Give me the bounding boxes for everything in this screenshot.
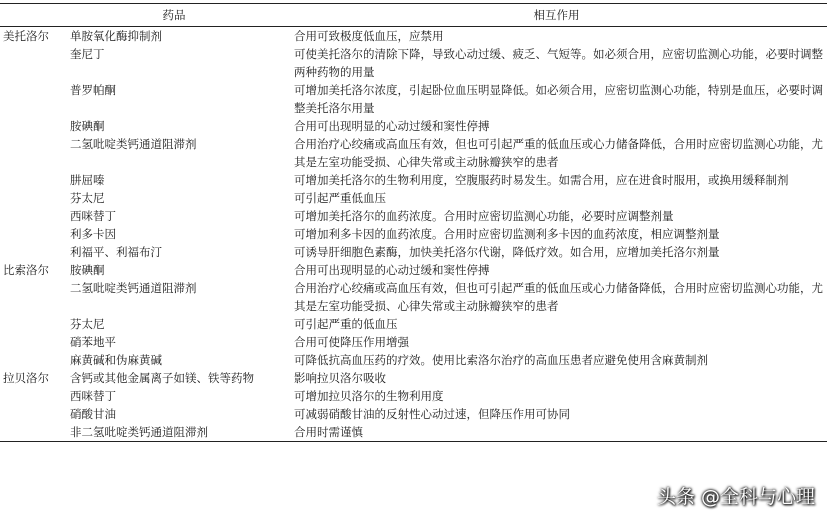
table-header xyxy=(0,4,827,27)
interaction-cell: 可引起严重低血压 xyxy=(294,191,386,205)
table-row xyxy=(0,117,827,135)
drug-name-cell: 单胺氧化酶抑制剂 xyxy=(70,29,162,43)
drug-group-cell xyxy=(0,45,62,81)
interaction-cell: 可增加美托洛尔的血药浓度。合用时应密切监测心功能，必要时应调整剂量 xyxy=(294,209,674,223)
drug-group-cell xyxy=(0,117,62,135)
interaction-cell: 可引起严重的低血压 xyxy=(294,317,398,331)
drug-name-cell: 硝苯地平 xyxy=(70,335,116,349)
drug-group-cell xyxy=(0,243,62,261)
table-row xyxy=(0,81,827,117)
table-row xyxy=(0,27,827,46)
interaction-cell: 可减弱硝酸甘油的反射性心动过速，但降压作用可协同 xyxy=(294,407,570,421)
table-row xyxy=(0,387,827,405)
interaction-cell: 可降低抗高血压药的疗效。使用比索洛尔治疗的高血压患者应避免使用含麻黄制剂 xyxy=(294,353,708,367)
drug-name-cell: 麻黄碱和伪麻黄碱 xyxy=(70,353,162,367)
drug-group-cell xyxy=(0,387,62,405)
drug-group-cell xyxy=(0,333,62,351)
watermark-text: 头条 @全科与心理 xyxy=(656,486,815,508)
table-row xyxy=(0,243,827,261)
drug-group-cell xyxy=(0,81,62,117)
drug-name-cell: 胺碘酮 xyxy=(70,119,105,133)
interaction-cell: 合用可出现明显的心动过缓和窦性停搏 xyxy=(294,263,490,277)
table-row xyxy=(0,135,827,171)
table-row xyxy=(0,369,827,387)
table-row xyxy=(0,405,827,423)
table-row xyxy=(0,207,827,225)
header-interaction: 相互作用 xyxy=(286,4,827,27)
drug-name-cell: 胺碘酮 xyxy=(70,263,105,277)
interaction-cell: 可诱导肝细胞色素酶，加快美托洛尔代谢，降低疗效。如合用，应增加美托洛尔剂量 xyxy=(294,245,720,259)
drug-name-cell: 二氢吡啶类钙通道阻滞剂 xyxy=(70,281,197,295)
interaction-cell: 合用治疗心绞痛或高血压有效，但也可引起严重的低血压或心力储备降低，合用时应密切监测心功能，尤其是左室功能受损、心律失常或主动脉瓣狭窄的患者 xyxy=(294,137,823,169)
drug-group-cell: 拉贝洛尔 xyxy=(3,371,49,385)
table-row xyxy=(0,261,827,279)
drug-interaction-table xyxy=(0,3,827,442)
drug-group-cell xyxy=(0,315,62,333)
interaction-cell: 合用时需谨慎 xyxy=(286,423,827,442)
interaction-cell: 合用可使降压作用增强 xyxy=(294,335,409,349)
table-body xyxy=(0,27,827,442)
drug-name-cell: 非二氢吡啶类钙通道阻滞剂 xyxy=(62,423,286,442)
drug-name-cell: 奎尼丁 xyxy=(70,47,105,61)
drug-name-cell: 二氢吡啶类钙通道阻滞剂 xyxy=(70,137,197,151)
table-row xyxy=(0,225,827,243)
drug-group-cell xyxy=(0,225,62,243)
interaction-cell: 可使美托洛尔的清除下降，导致心动过缓、疲乏、气短等。如必须合用，应密切监测心功能，必要时调整两种药物的用量 xyxy=(294,47,823,79)
drug-group-cell xyxy=(0,351,62,369)
drug-group-cell: 比索洛尔 xyxy=(3,263,49,277)
drug-group-cell xyxy=(0,405,62,423)
drug-name-cell: 芬太尼 xyxy=(70,191,105,205)
interaction-cell: 可增加拉贝洛尔的生物利用度 xyxy=(294,389,444,403)
interaction-cell: 合用可致极度低血压，应禁用 xyxy=(294,29,444,43)
drug-name-cell: 含钙或其他金属离子如镁、铁等药物 xyxy=(70,371,254,385)
drug-group-cell xyxy=(0,279,62,315)
drug-name-cell: 西咪替丁 xyxy=(70,209,116,223)
interaction-cell: 影响拉贝洛尔吸收 xyxy=(294,371,386,385)
table-row xyxy=(0,279,827,315)
table-row xyxy=(0,189,827,207)
table-row xyxy=(0,315,827,333)
drug-group-cell: 美托洛尔 xyxy=(3,29,49,43)
header-group xyxy=(0,4,62,27)
drug-group-cell xyxy=(0,171,62,189)
drug-name-cell: 芬太尼 xyxy=(70,317,105,331)
drug-name-cell: 利多卡因 xyxy=(70,227,116,241)
drug-group-cell xyxy=(0,423,62,442)
table-row xyxy=(0,171,827,189)
drug-group-cell xyxy=(0,207,62,225)
drug-name-cell: 利福平、利福布汀 xyxy=(70,245,162,259)
table-row xyxy=(0,45,827,81)
watermark xyxy=(657,482,815,509)
header-drug: 药品 xyxy=(62,4,286,27)
interaction-cell: 合用治疗心绞痛或高血压有效，但也可引起严重的低血压或心力储备降低，合用时应密切监测心功能，尤其是左室功能受损、心律失常或主动脉瓣狭窄的患者 xyxy=(294,281,823,313)
interaction-cell: 可增加美托洛尔的生物利用度，空腹服药时易发生。如需合用，应在进食时服用，或换用缓释制剂 xyxy=(294,173,789,187)
drug-group-cell xyxy=(0,135,62,171)
drug-name-cell: 肼屈嗪 xyxy=(70,173,105,187)
interaction-cell: 可增加利多卡因的血药浓度。合用时应密切监测利多卡因的血药浓度，相应调整剂量 xyxy=(294,227,720,241)
interaction-cell: 合用可出现明显的心动过缓和窦性停搏 xyxy=(294,119,490,133)
table-row xyxy=(0,351,827,369)
interaction-cell: 可增加美托洛尔浓度，引起卧位血压明显降低。如必须合用，应密切监测心功能，特别是血压，必要时调整美托洛尔用量 xyxy=(294,83,823,115)
drug-name-cell: 硝酸甘油 xyxy=(70,407,116,421)
table-row xyxy=(0,333,827,351)
drug-name-cell: 西咪替丁 xyxy=(70,389,116,403)
drug-name-cell: 普罗帕酮 xyxy=(70,83,116,97)
drug-group-cell xyxy=(0,189,62,207)
table-row xyxy=(0,423,827,442)
